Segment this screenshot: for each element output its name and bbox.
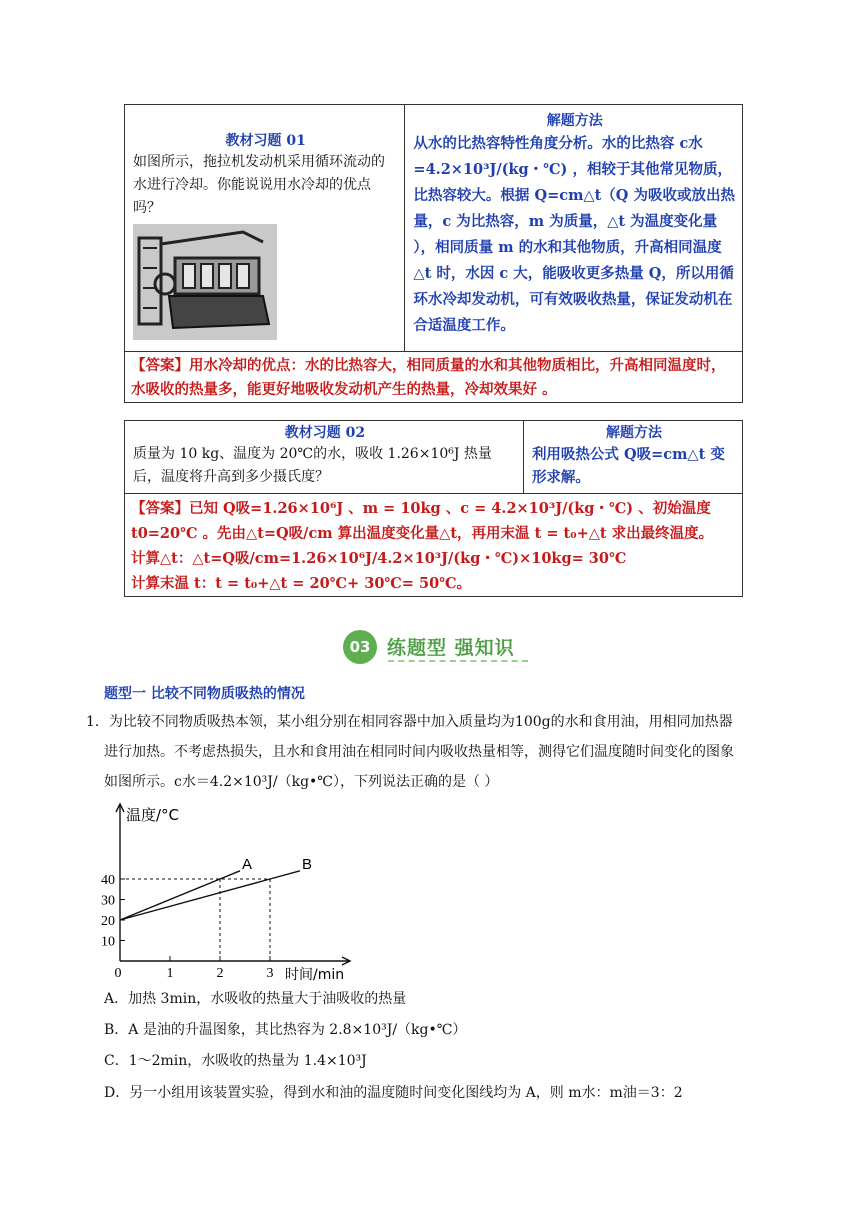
exercise-02-answer-line-4: 计算末温 t：t = t₀+△t = 20℃+ 30℃= 50℃。 bbox=[131, 575, 472, 592]
exercise-02-text: 质量为 10 kg、温度为 20℃的水，吸收 1.26×10⁶J 热量后，温度将升高到多少摄氏度？ bbox=[133, 446, 492, 485]
y-axis-label: 温度/°C bbox=[126, 806, 180, 824]
exercise-table-02 bbox=[124, 420, 743, 597]
exercise-table-01 bbox=[124, 104, 743, 403]
option-a: A．加热 3min，水吸收的热量大于油吸收的热量 bbox=[104, 991, 407, 1007]
x-tick-label: 1 bbox=[166, 966, 174, 981]
exercise-02-method-header: 解题方法 bbox=[605, 425, 662, 441]
temperature-time-chart bbox=[96, 798, 366, 983]
option-c: C．1～2min，水吸收的热量为 1.4×10³J bbox=[104, 1053, 367, 1069]
section-badge: 03 bbox=[343, 630, 377, 664]
series-line-b bbox=[120, 871, 300, 920]
series-line-a bbox=[120, 871, 240, 920]
exercise-02-header: 教材习题 02 bbox=[284, 425, 366, 441]
exercise-01-method-cell bbox=[405, 105, 743, 352]
engine-cooling-image bbox=[133, 224, 277, 340]
option-d: D．另一小组用该装置实验，得到水和油的温度随时间变化图线均为 A，则 m水：m油＝3：2 bbox=[104, 1085, 683, 1101]
exercise-01-method-text: 从水的比热容特性角度分析。水的比热容 c水=4.2×10³J/(kg・℃) ，相较于其他常见物质，比热容较大。根据 Q=cm△t（Q 为吸收或放出热量，c 为比热容，m 为质量，△t 为温度变化量 ），相同质量 m 的水和其他物质，升高相同温度△t 时，水因 c 大，能吸收更多热量 Q，所以用循环水冷却发动机，可有效吸收热量，保证发动机在合适温度工作。 bbox=[413, 135, 735, 334]
exercise-01-header: 教材习题 01 bbox=[225, 133, 306, 149]
question-line-1: 1．为比较不同物质吸热本领，某小组分别在相同容器中加入质量均为100g的水和食用油，用相同加热器 bbox=[86, 714, 733, 730]
exercise-02-answer-line-3: 计算△t：△t=Q吸/cm=1.26×10⁶J/4.2×10³J/(kg・℃)×10kg= 30℃ bbox=[131, 550, 627, 567]
exercise-02-answer-line-2: t0=20℃ 。先由△t=Q吸/cm 算出温度变化量△t，再用末温 t = t₀+△t 求出最终温度。 bbox=[131, 525, 714, 542]
exercise-01-answer-cell bbox=[125, 352, 743, 403]
x-tick-label: 2 bbox=[216, 966, 224, 981]
x-tick-label: 0 bbox=[114, 966, 122, 981]
y-tick-label: 20 bbox=[101, 914, 115, 929]
question-type-title: 题型一 比较不同物质吸热的情况 bbox=[104, 686, 305, 702]
x-axis-label: 时间/min bbox=[285, 967, 345, 983]
section-title: 练题型 强知识 bbox=[387, 637, 515, 659]
section-divider bbox=[388, 660, 528, 662]
y-tick-label: 40 bbox=[101, 873, 115, 888]
tractor-engine-illustration bbox=[133, 224, 277, 340]
exercise-01-text: 如图所示，拖拉机发动机采用循环流动的水进行冷却。你能说说用水冷却的优点吗？ bbox=[133, 154, 385, 216]
question-line-2: 进行加热。不考虑热损失，且水和食用油在相同时间内吸收热量相等，测得它们温度随时间变化的图象 bbox=[104, 744, 734, 760]
exercise-02-method-text: 利用吸热公式 Q吸=cm△t 变形求解。 bbox=[531, 446, 725, 486]
series-label-b: B bbox=[302, 855, 313, 873]
exercise-02-answer-cell bbox=[125, 494, 743, 597]
exercise-02-question-cell bbox=[125, 421, 524, 494]
exercise-01-method-header: 解题方法 bbox=[546, 113, 603, 129]
exercise-01-question-cell bbox=[125, 105, 405, 352]
x-tick-label: 3 bbox=[266, 966, 274, 981]
option-b: B．A 是油的升温图象，其比热容为 2.8×10³J/（kg•℃） bbox=[104, 1022, 467, 1038]
y-tick-label: 30 bbox=[101, 893, 115, 909]
question-line-3: 如图所示。c水＝4.2×10³J/（kg•℃），下列说法正确的是（ ） bbox=[104, 774, 499, 790]
series-label-a: A bbox=[242, 855, 253, 873]
exercise-02-answer-line-1: 【答案】已知 Q吸=1.26×10⁶J 、m = 10kg 、c = 4.2×10³J/(kg・℃) 、初始温度 bbox=[131, 500, 711, 517]
y-tick-label: 10 bbox=[101, 934, 115, 950]
exercise-02-method-cell bbox=[523, 421, 742, 494]
exercise-01-answer: 【答案】用水冷却的优点：水的比热容大，相同质量的水和其他物质相比，升高相同温度时，水吸收的热量多，能更好地吸收发动机产生的热量，冷却效果好 。 bbox=[131, 357, 726, 398]
